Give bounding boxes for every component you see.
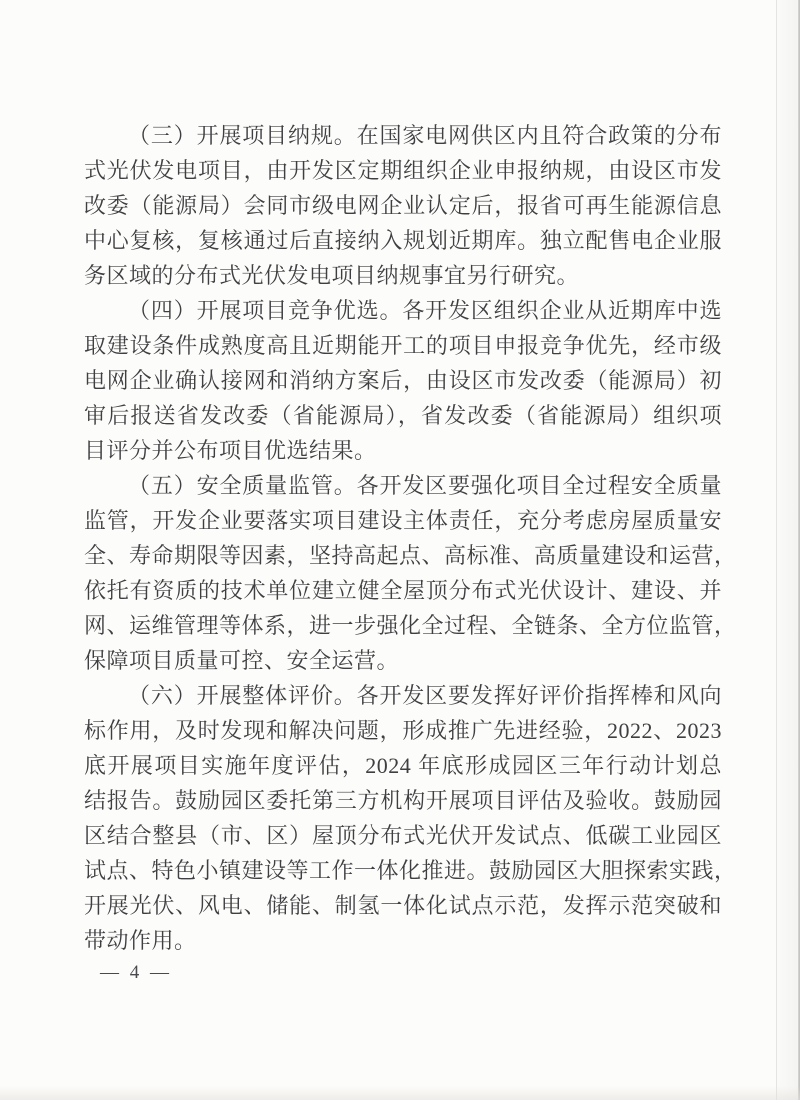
text-line: （四）开展项目竞争优选。各开发区组织企业从近期库中选 — [128, 298, 722, 323]
text-line: 结报告。鼓励园区委托第三方机构开展项目评估及验收。鼓励园 — [84, 788, 722, 813]
text-line: 标作用，及时发现和解决问题，形成推广先进经验，2022、2023 — [84, 718, 722, 743]
text-line: 网、运维管理等体系，进一步强化全过程、全链条、全方位监管， — [84, 613, 737, 638]
text-line: 式光伏发电项目，由开发区定期组织企业申报纳规，由设区市发 — [84, 158, 722, 183]
text-line: 依托有资质的技术单位建立健全屋顶分布式光伏设计、建设、并 — [84, 578, 722, 603]
text-line: 改委（能源局）会同市级电网企业认定后，报省可再生能源信息 — [84, 193, 722, 218]
paragraph-item-3 — [84, 118, 722, 293]
text-line: 取建设条件成熟度高且近期能开工的项目申报竞争优先，经市级 — [84, 333, 722, 358]
text-line: 监管，开发企业要落实项目建设主体责任，充分考虑房屋质量安 — [84, 508, 722, 533]
text-line: 全、寿命期限等因素，坚持高起点、高标准、高质量建设和运营， — [84, 543, 737, 568]
paragraph-item-6 — [84, 678, 737, 958]
text-line: 区结合整县（市、区）屋顶分布式光伏开发试点、低碳工业园区 — [84, 823, 722, 848]
text-line: 试点、特色小镇建设等工作一体化推进。鼓励园区大胆探索实践， — [84, 858, 737, 883]
scan-edge-seam — [776, 0, 777, 1100]
paragraph-item-5 — [84, 468, 737, 678]
text-line: 审后报送省发改委（省能源局），省发改委（省能源局）组织项 — [84, 403, 722, 428]
text-line: 电网企业确认接网和消纳方案后，由设区市发改委（能源局）初 — [84, 368, 722, 393]
text-line: 中心复核，复核通过后直接纳入规划近期库。独立配售电企业服 — [84, 228, 722, 253]
page-number: — 4 — — [100, 962, 172, 983]
text-line: （三）开展项目纳规。在国家电网供区内且符合政策的分布 — [128, 123, 722, 148]
text-line: 带动作用。 — [84, 928, 197, 953]
scan-paper-margin — [777, 0, 800, 1100]
text-line: 务区域的分布式光伏发电项目纳规事宜另行研究。 — [84, 263, 580, 288]
text-line: 目评分并公布项目优选结果。 — [84, 438, 377, 463]
text-line: 开展光伏、风电、储能、制氢一体化试点示范，发挥示范突破和 — [84, 893, 722, 918]
scan-edge-bottom — [0, 1086, 800, 1100]
text-line: 保障项目质量可控、安全运营。 — [84, 648, 400, 673]
document-body — [84, 118, 737, 958]
text-line: 底开展项目实施年度评估，2024 年底形成园区三年行动计划总 — [84, 753, 722, 778]
paragraph-item-4 — [84, 293, 722, 468]
text-line: （六）开展整体评价。各开发区要发挥好评价指挥棒和风向 — [128, 683, 722, 708]
text-line: （五）安全质量监管。各开发区要强化项目全过程安全质量 — [128, 473, 722, 498]
